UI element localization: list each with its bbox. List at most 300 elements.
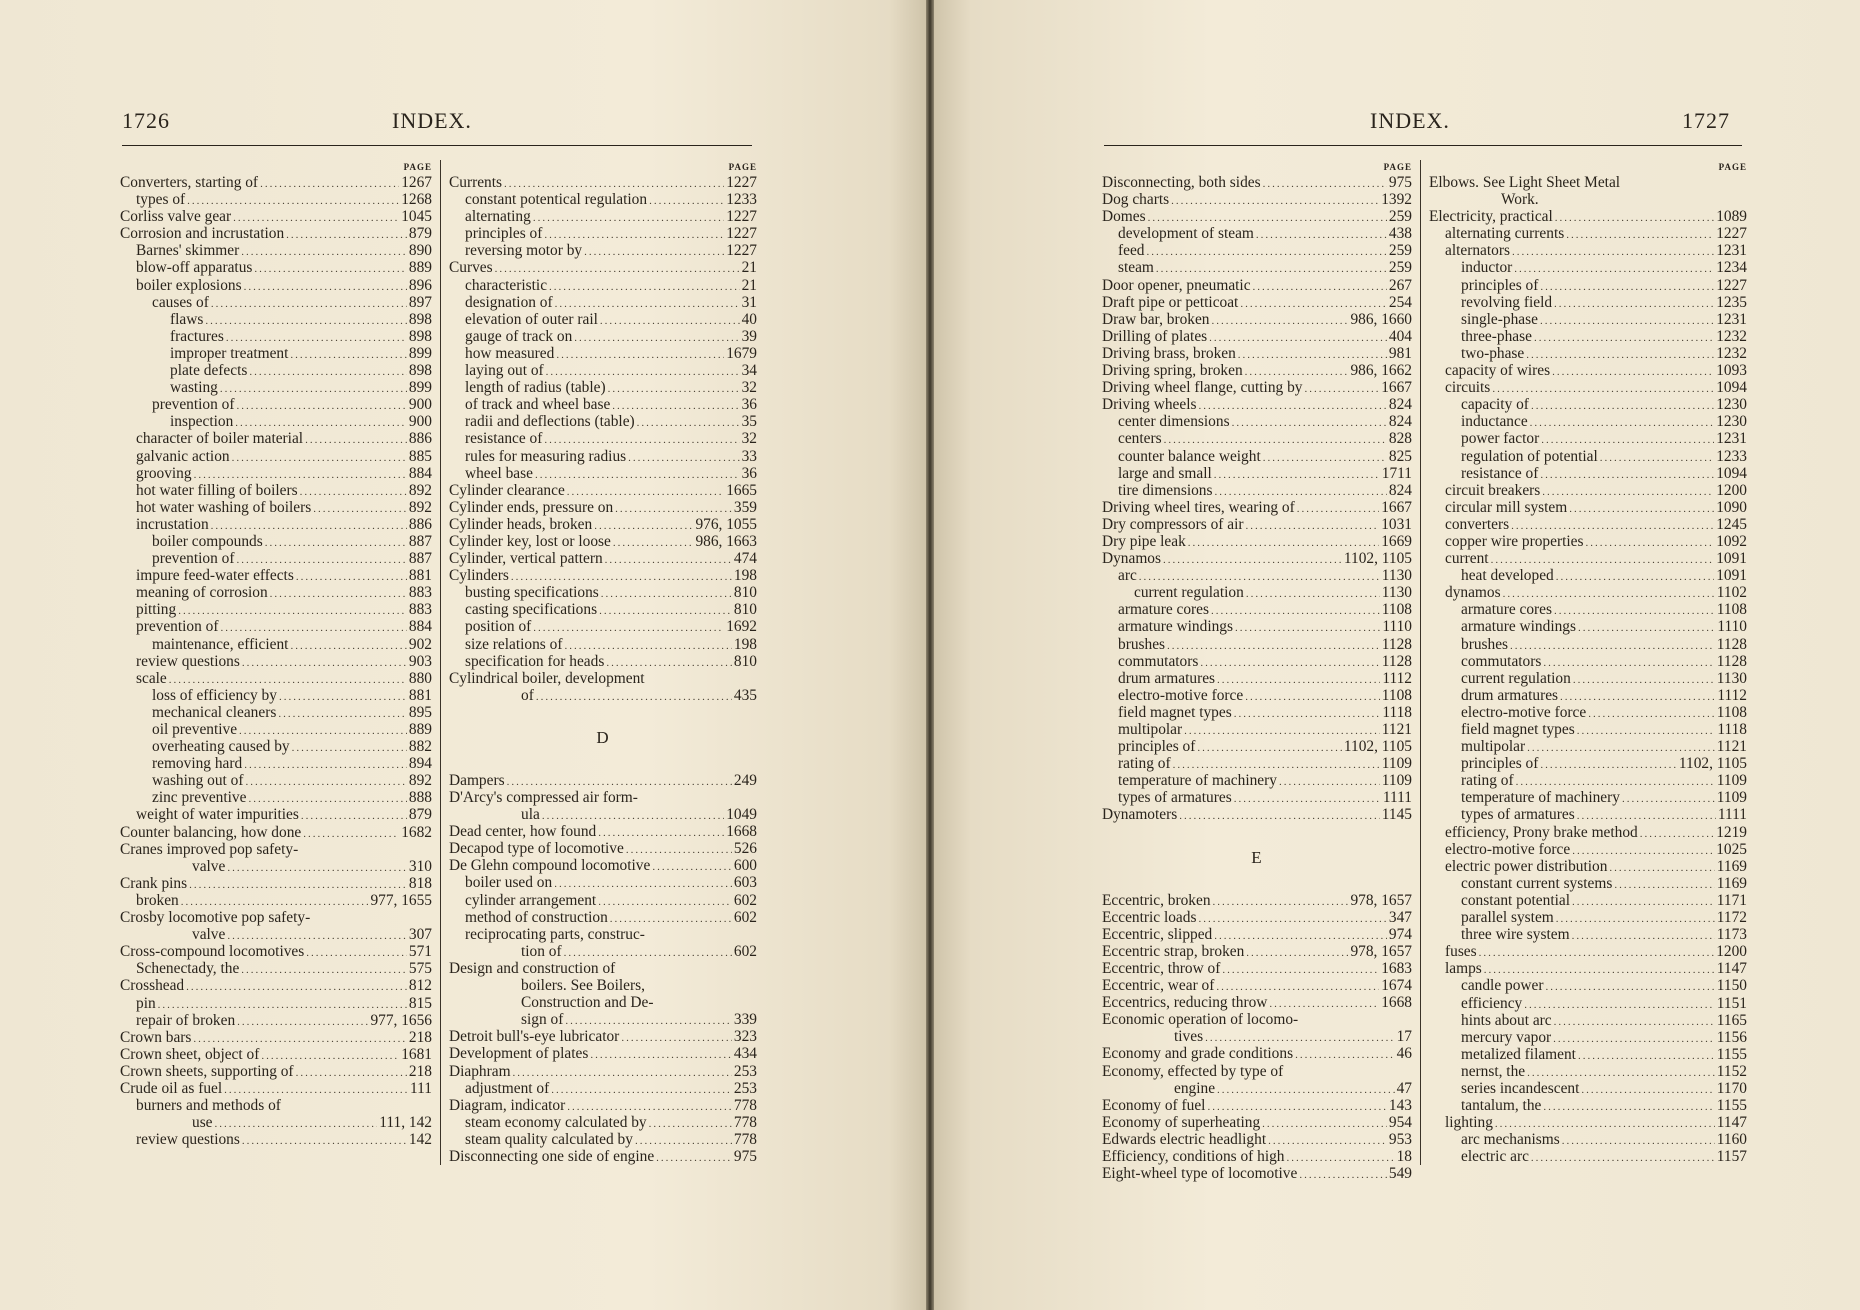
index-entry [1429, 1012, 1747, 1029]
index-entry [1429, 943, 1747, 960]
index-entry [1429, 789, 1747, 806]
index-entry [120, 465, 432, 482]
index-entry-page: 981 [1388, 344, 1412, 362]
leader-dots [1246, 945, 1348, 962]
index-entry-text: Cranes improved pop safety- [120, 840, 299, 858]
leader-dots [1512, 244, 1714, 261]
index-entry-page: 977, 1656 [370, 1011, 432, 1029]
index-entry-page: 1121 [1716, 738, 1747, 756]
leader-dots [1556, 911, 1715, 928]
index-entry-text: principles of [1461, 755, 1539, 773]
index-entry-text: rules for measuring radius [465, 447, 627, 465]
leader-dots [1530, 415, 1715, 432]
index-entry-page: 31 [741, 293, 757, 311]
index-entry-text: Dynamos [1102, 550, 1161, 568]
index-entry [449, 1028, 757, 1045]
index-entry-text: Efficiency, conditions of high [1102, 1147, 1285, 1165]
index-entry-text: Driving wheel flange, cutting by [1102, 379, 1303, 397]
leader-dots [227, 860, 407, 877]
index-entry-text: commutators [1118, 652, 1199, 670]
index-entry-page: 1200 [1716, 481, 1747, 499]
index-entry-text: alternating [465, 208, 531, 226]
leader-dots [1234, 706, 1381, 723]
index-entry [120, 345, 432, 362]
index-entry-text: principles of [1118, 738, 1196, 756]
index-entry [120, 1097, 432, 1114]
index-entry-text: current regulation [1461, 669, 1571, 687]
leader-dots [265, 535, 407, 552]
index-entry [1429, 259, 1747, 276]
index-entry-page: 47 [1396, 1079, 1412, 1097]
index-entry [1429, 601, 1747, 618]
leader-dots [1524, 997, 1715, 1014]
leader-dots [1566, 227, 1714, 244]
index-entry-page: 897 [408, 293, 432, 311]
index-entry-text: engine [1174, 1079, 1216, 1097]
index-entry [1102, 482, 1412, 499]
index-entry [449, 584, 757, 601]
index-entry-page: 1102, 1105 [1343, 738, 1412, 756]
leader-dots [1299, 1167, 1387, 1184]
index-entry [120, 448, 432, 465]
leader-dots [270, 586, 407, 603]
index-entry-text: steam economy calculated by [465, 1113, 647, 1131]
index-entry-page: 978, 1657 [1350, 891, 1412, 909]
leader-dots [244, 757, 407, 774]
index-entry-page: 218 [408, 1062, 432, 1080]
index-entry-page: 986, 1662 [1350, 362, 1412, 380]
index-entry-text: loss of efficiency by [152, 686, 277, 704]
index-entry [120, 909, 432, 926]
leader-dots [590, 1047, 732, 1064]
index-entry-text: hot water filling of boilers [136, 481, 298, 499]
index-entry [120, 875, 432, 892]
index-entry-text: Schenectady, the [136, 960, 240, 978]
leader-dots [237, 1014, 368, 1031]
index-entry [120, 242, 432, 259]
index-entry-text: Corrosion and incrustation [120, 225, 285, 243]
index-entry-text: elevation of outer rail [465, 310, 598, 328]
leader-dots [1146, 244, 1386, 261]
index-entry-page: 1155 [1716, 1045, 1747, 1063]
leader-dots [649, 1116, 732, 1133]
index-entry [1102, 1165, 1412, 1182]
index-entry-page: 1230 [1716, 413, 1747, 431]
index-entry-text: Eccentrics, reducing throw [1102, 994, 1268, 1012]
index-entry-text: rating of [1461, 772, 1514, 790]
index-entry-page: 1130 [1381, 567, 1412, 585]
leader-dots [241, 244, 407, 261]
index-entry-text: steam quality calculated by [465, 1130, 633, 1148]
index-entry [449, 567, 757, 584]
index-entry-text: busting specifications [465, 584, 599, 602]
index-entry-page: 898 [408, 310, 432, 328]
index-entry [449, 772, 757, 789]
index-entry [120, 567, 432, 584]
index-entry [449, 174, 757, 191]
index-entry [120, 721, 432, 738]
index-entry-page: 1108 [1716, 703, 1747, 721]
index-entry-text: grooving [136, 464, 192, 482]
leader-dots [1163, 552, 1342, 569]
index-entry-page: 902 [408, 635, 432, 653]
index-entry [120, 1114, 432, 1131]
index-entry-text: resistance of [465, 430, 543, 448]
left-index-column-1 [120, 160, 432, 1148]
column-page-label: PAGE [1718, 162, 1747, 172]
index-entry-page: 602 [733, 908, 757, 926]
index-entry-page: 1667 [1381, 379, 1412, 397]
index-entry-page: 977, 1655 [370, 891, 432, 909]
index-entry-page: 898 [408, 362, 432, 380]
index-entry-text: inductor [1461, 259, 1513, 277]
index-entry [1429, 995, 1747, 1012]
index-entry-page: 1102, 1105 [1678, 755, 1747, 773]
leader-dots [1214, 467, 1380, 484]
index-entry [1102, 755, 1412, 772]
index-entry [120, 191, 432, 208]
index-entry-page: 899 [408, 344, 432, 362]
index-entry [449, 242, 757, 259]
leader-dots [1585, 535, 1714, 552]
index-entry-page: 1169 [1716, 874, 1747, 892]
index-entry-page: 1227 [726, 225, 757, 243]
leader-dots [1554, 603, 1715, 620]
index-entry-text: types of armatures [1118, 789, 1232, 807]
index-entry-page: 894 [408, 755, 432, 773]
index-entry-text: nernst, the [1461, 1062, 1526, 1080]
index-entry-page: 889 [408, 259, 432, 277]
index-entry [449, 977, 757, 994]
index-entry-page: 1128 [1716, 652, 1747, 670]
leader-dots [1295, 1047, 1395, 1064]
leader-dots [211, 296, 407, 313]
index-entry [120, 516, 432, 533]
index-entry-text: Cross-compound locomotives [120, 943, 305, 961]
index-entry-page: 881 [408, 686, 432, 704]
index-entry-page: 1145 [1381, 806, 1412, 824]
index-entry-page: 474 [733, 550, 757, 568]
index-entry [120, 943, 432, 960]
leader-dots [536, 689, 732, 706]
index-entry-text: radii and deflections (table) [465, 413, 635, 431]
index-entry-page: 198 [733, 567, 757, 585]
index-entry [1429, 225, 1747, 242]
index-entry-text: incrustation [136, 515, 209, 533]
index-entry [449, 1114, 757, 1131]
index-entry-page: 778 [733, 1113, 757, 1131]
index-entry [449, 636, 757, 653]
index-entry [1429, 841, 1747, 858]
index-entry-page: 1679 [726, 344, 757, 362]
index-entry [1102, 636, 1412, 653]
index-entry [449, 1063, 757, 1080]
index-entry-text: tantalum, the [1461, 1097, 1542, 1115]
index-entry-text: position of [465, 618, 532, 636]
index-entry [1429, 909, 1747, 926]
index-entry-text: boiler used on [465, 874, 553, 892]
index-entry [120, 789, 432, 806]
index-entry [449, 857, 757, 874]
index-entry-page: 253 [733, 1062, 757, 1080]
index-entry [120, 533, 432, 550]
index-entry [449, 465, 757, 482]
leader-dots [649, 193, 724, 210]
index-entry [1429, 875, 1747, 892]
index-entry-text: gauge of track on [465, 327, 573, 345]
index-entry [1102, 977, 1412, 994]
index-entry-text: mercury vapor [1461, 1028, 1552, 1046]
index-entry [1102, 1011, 1412, 1028]
index-entry-page: 974 [1388, 925, 1412, 943]
index-entry [449, 294, 757, 311]
index-entry-text: Dampers [449, 771, 505, 789]
index-entry-text: Economy of superheating [1102, 1113, 1261, 1131]
leader-dots [1600, 450, 1714, 467]
leader-dots [278, 706, 407, 723]
index-entry [1429, 755, 1747, 772]
leader-dots [1232, 415, 1387, 432]
index-entry [1429, 533, 1747, 550]
leader-dots [1640, 826, 1714, 843]
index-entry-page: 143 [1388, 1096, 1412, 1114]
index-entry [120, 841, 432, 858]
index-entry [1102, 328, 1412, 345]
leader-dots [242, 655, 407, 672]
index-entry-text: parallel system [1461, 909, 1554, 927]
index-entry-page: 887 [408, 532, 432, 550]
index-entry [120, 225, 432, 242]
index-entry [449, 208, 757, 225]
right-page [934, 0, 1860, 1310]
index-entry [449, 550, 757, 567]
index-entry [1102, 704, 1412, 721]
index-entry [120, 584, 432, 601]
index-entry-text: constant current systems [1461, 874, 1613, 892]
index-entry [449, 191, 757, 208]
index-entry-text: efficiency [1461, 994, 1523, 1012]
index-entry-page: 886 [408, 515, 432, 533]
index-entry-text: arc mechanisms [1461, 1131, 1560, 1149]
index-entry-page: 1128 [1381, 635, 1412, 653]
leader-dots [1569, 501, 1714, 518]
index-entry-page: 1392 [1381, 191, 1412, 209]
index-entry [1102, 738, 1412, 755]
index-entry [449, 499, 757, 516]
leader-dots [1179, 808, 1380, 825]
index-entry [120, 858, 432, 875]
index-entry [449, 362, 757, 379]
index-entry-text: power factor [1461, 430, 1540, 448]
index-entry-page: 824 [1388, 413, 1412, 431]
index-entry [120, 413, 432, 430]
index-entry [1429, 687, 1747, 704]
index-entry [120, 482, 432, 499]
index-entry [449, 1148, 757, 1165]
index-entry-text: revolving field [1461, 293, 1553, 311]
index-entry-page: 883 [408, 601, 432, 619]
index-entry [1102, 499, 1412, 516]
index-entry [1429, 448, 1747, 465]
index-entry [1102, 670, 1412, 687]
index-entry [1429, 242, 1747, 259]
index-entry-text: Economy, effected by type of [1102, 1062, 1284, 1080]
index-entry [1429, 618, 1747, 635]
leader-dots [1554, 296, 1714, 313]
right-index-column-1 [1102, 160, 1412, 1182]
index-entry-text: efficiency, Prony brake method [1445, 823, 1638, 841]
index-entry [1102, 465, 1412, 482]
index-entry-text: Driving wheels [1102, 396, 1197, 414]
index-entry-page: 40 [741, 310, 757, 328]
index-entry-page: 890 [408, 242, 432, 260]
index-entry-text: Crosby locomotive pop safety- [120, 909, 311, 927]
index-entry [120, 362, 432, 379]
index-entry-text: Edwards electric headlight [1102, 1130, 1267, 1148]
index-entry-page: 1233 [1716, 447, 1747, 465]
index-entry [1429, 721, 1747, 738]
index-entry-page: 36 [741, 396, 757, 414]
index-entry [1429, 1080, 1747, 1097]
index-entry [1102, 618, 1412, 635]
index-entry-text: specification for heads [465, 652, 605, 670]
index-entry-text: Cylinder, vertical pattern [449, 550, 603, 568]
leader-dots [1540, 313, 1714, 330]
index-entry [120, 618, 432, 635]
index-entry [1429, 1029, 1747, 1046]
index-entry [449, 396, 757, 413]
index-entry [1102, 1148, 1412, 1165]
leader-dots [1235, 620, 1380, 637]
index-entry [1429, 858, 1747, 875]
index-entry-text: review questions [136, 1131, 240, 1149]
index-entry [1102, 1080, 1412, 1097]
index-entry-text: temperature of machinery [1461, 789, 1620, 807]
index-entry-page: 1233 [726, 191, 757, 209]
index-entry [1429, 960, 1747, 977]
leader-dots [205, 313, 407, 330]
index-entry-text: candle power [1461, 977, 1544, 995]
index-entry [1429, 191, 1747, 208]
leader-dots [608, 381, 740, 398]
index-entry-page: 1147 [1716, 960, 1747, 978]
index-entry-text: large and small [1118, 464, 1212, 482]
index-entry [449, 601, 757, 618]
index-entry [1102, 721, 1412, 738]
left-page [0, 0, 926, 1310]
index-entry-page: 1031 [1381, 515, 1412, 533]
index-entry-text: maintenance, efficient [152, 635, 289, 653]
leader-dots [241, 962, 407, 979]
index-entry-page: 884 [408, 464, 432, 482]
index-entry-text: how measured [465, 344, 555, 362]
leader-dots [300, 484, 407, 501]
index-entry [1429, 670, 1747, 687]
index-entry [1429, 584, 1747, 601]
index-entry [1429, 499, 1747, 516]
index-entry-page: 218 [408, 1028, 432, 1046]
index-entry-page: 34 [741, 362, 757, 380]
index-entry-text: metalized filament [1461, 1045, 1576, 1063]
index-entry [449, 994, 757, 1011]
index-entry-text: Eight-wheel type of locomotive [1102, 1165, 1298, 1183]
index-entry-text: field magnet types [1461, 721, 1575, 738]
index-entry [1429, 328, 1747, 345]
index-entry-page: 1267 [401, 174, 432, 191]
index-entry [449, 1131, 757, 1148]
index-entry [449, 430, 757, 447]
index-entry [120, 977, 432, 994]
index-entry-page: 1110 [1717, 618, 1747, 636]
leader-dots [1245, 689, 1380, 706]
index-entry [120, 1063, 432, 1080]
index-entry-page: 46 [1396, 1045, 1412, 1063]
index-entry-page: 1102, 1105 [1343, 550, 1412, 568]
index-entry-text: fractures [170, 327, 224, 345]
index-entry-text: electric arc [1461, 1148, 1529, 1166]
leader-dots [605, 552, 732, 569]
leader-dots [1581, 1082, 1714, 1099]
leader-dots [220, 381, 407, 398]
index-entry-text: causes of [152, 293, 209, 311]
leader-dots [1262, 1116, 1387, 1133]
leader-dots [1256, 227, 1387, 244]
leader-dots [296, 569, 407, 586]
index-entry-text: alternating currents [1445, 225, 1565, 243]
index-entry [1102, 277, 1412, 294]
leader-dots [1531, 1150, 1715, 1167]
index-entry [1102, 909, 1412, 926]
leader-dots [242, 1133, 407, 1150]
index-entry-page: 142 [408, 1131, 432, 1149]
index-entry-page: 978, 1657 [1350, 942, 1412, 960]
index-entry-text: of [521, 686, 534, 704]
index-entry-text: laying out of [465, 362, 544, 380]
index-entry-text: improper treatment [170, 344, 289, 362]
index-entry-text: Dead center, how found [449, 823, 597, 841]
index-entry [1102, 533, 1412, 550]
index-entry-text: Disconnecting, both sides [1102, 174, 1261, 191]
index-entry-page: 1230 [1716, 396, 1747, 414]
index-entry-text: burners and methods of [136, 1097, 281, 1115]
leader-dots [1555, 210, 1714, 227]
index-entry-text: drum armatures [1461, 686, 1559, 704]
index-entry-page: 1150 [1716, 977, 1747, 995]
index-entry-page: 1118 [1382, 703, 1412, 721]
leader-dots [1622, 791, 1715, 808]
index-entry [120, 1131, 432, 1148]
index-entry [120, 738, 432, 755]
index-entry-page: 1231 [1716, 242, 1747, 260]
index-entry-page: 1091 [1716, 567, 1747, 585]
leader-dots [1578, 620, 1715, 637]
index-entry-page: 1235 [1716, 293, 1747, 311]
index-entry [449, 328, 757, 345]
index-entry-text: zinc preventive [152, 789, 247, 807]
index-entry-text: Construction and De- [521, 994, 654, 1012]
index-entry-text: hints about arc [1461, 1011, 1552, 1029]
leader-dots [1572, 928, 1715, 945]
leader-dots [260, 176, 399, 193]
index-entry-page: 1165 [1716, 1011, 1747, 1029]
index-entry-page: 883 [408, 584, 432, 602]
leader-dots [1167, 638, 1380, 655]
leader-dots [290, 347, 407, 364]
leader-dots [301, 808, 407, 825]
index-entry-page: 1025 [1716, 840, 1747, 858]
index-entry-page: 307 [408, 926, 432, 944]
index-entry [449, 806, 757, 823]
